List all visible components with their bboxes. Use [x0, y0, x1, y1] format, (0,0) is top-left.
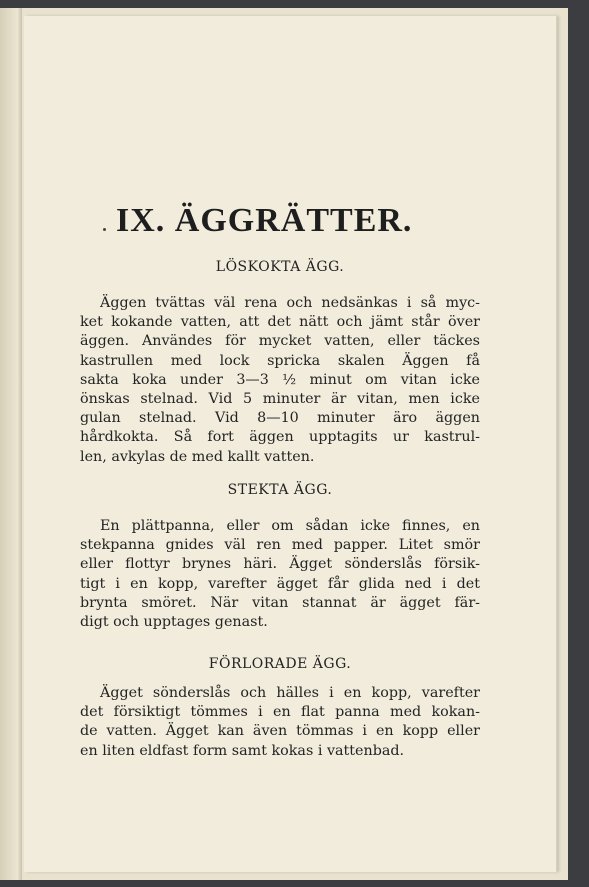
text-line: ket kokande vatten, att det nätt och jämt står över: [80, 314, 480, 331]
text-line: hårdkokta. Så fort äggen upptagits ur kastrul-: [80, 429, 480, 446]
paragraph-stekta: [80, 517, 480, 632]
paragraph-forlorade: [80, 684, 480, 761]
text-line: en liten eldfast form samt kokas i vattenbad.: [80, 742, 405, 759]
section-heading-stekta: STEKTA ÄGG.: [227, 482, 333, 498]
book-page: [24, 16, 556, 872]
section-heading-loskokta: LÖSKOKTA ÄGG.: [215, 259, 345, 275]
print-speck: [103, 228, 106, 231]
text-line: tigt i en kopp, varefter ägget får glida ned i det: [80, 575, 480, 592]
section-heading-forlorade: FÖRLORADE ÄGG.: [208, 656, 352, 672]
text-line: digt och upptages genast.: [80, 614, 268, 631]
text-line: Ägget sönderslås och hälles i en kopp, varefter: [100, 685, 480, 701]
text-line: sakta koka under 3—3 ½ minut om vitan icke: [80, 371, 480, 388]
text-line: gulan stelnad. Vid 8—10 minuter äro äggen: [80, 410, 480, 427]
paragraph-loskokta: [80, 294, 480, 467]
text-line: de vatten. Ägget kan även tömmas i en kopp eller: [80, 723, 480, 740]
text-line: kastrullen med lock spricka skalen Äggen få: [80, 352, 480, 369]
text-line: önskas stelnad. Vid 5 minuter är vitan, men icke: [80, 391, 480, 408]
text-line: brynta smöret. När vitan stannat är ägget fär-: [80, 594, 480, 611]
text-line: stekpanna gnides väl ren med papper. Litet smör: [80, 537, 480, 554]
text-line: len, avkylas de med kallt vatten.: [80, 448, 315, 465]
text-line: eller flottyr brynes häri. Ägget sönderslås försik-: [80, 556, 480, 573]
previous-page-edge: [0, 8, 22, 880]
text-line: En plättpanna, eller om sådan icke finnes, en: [100, 518, 480, 534]
text-line: Äggen tvättas väl rena och nedsänkas i så myc-: [100, 295, 480, 311]
text-line: det försiktigt tömmes i en flat panna med kokan-: [80, 704, 480, 721]
text-line: äggen. Användes för mycket vatten, eller täckes: [80, 333, 480, 350]
chapter-title: IX. ÄGGRÄTTER.: [116, 202, 413, 239]
